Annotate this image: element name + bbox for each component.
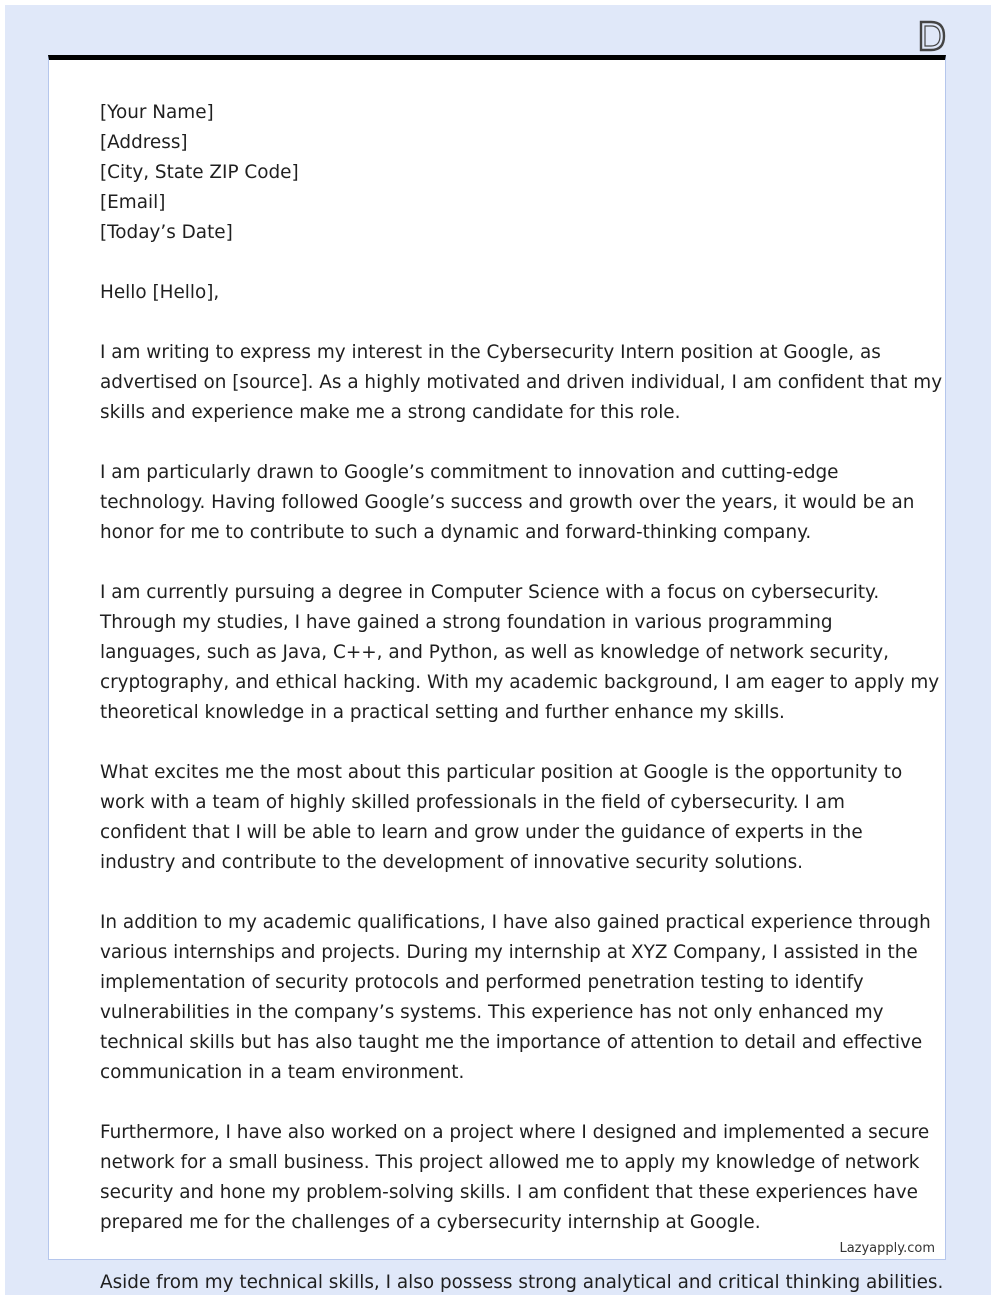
greeting: Hello [Hello],	[100, 282, 220, 303]
paragraph-6	[100, 1118, 930, 1238]
paragraph-line: I am currently pursuing a degree in Computer Science with a focus on cybersecurity.	[100, 582, 880, 603]
sender-address: [Address]	[100, 132, 188, 153]
paragraph-line: theoretical knowledge in a practical setting and further enhance my skills.	[100, 702, 785, 723]
paragraph-line: languages, such as Java, C++, and Python, as well as knowledge of network security,	[100, 642, 889, 663]
paragraph-line: What excites me the most about this particular position at Google is the opportunity to	[100, 762, 903, 783]
paragraph-line: I am particularly drawn to Google’s commitment to innovation and cutting-edge	[100, 462, 839, 483]
cover-letter-body	[100, 98, 944, 1298]
paragraph-line: communication in a team environment.	[100, 1062, 465, 1083]
sender-email: [Email]	[100, 192, 166, 213]
paragraph-line: cryptography, and ethical hacking. With my academic background, I am eager to apply my	[100, 672, 940, 693]
paragraph-4	[100, 758, 903, 878]
sender-city: [City, State ZIP Code]	[100, 162, 299, 183]
paragraph-2	[100, 458, 915, 548]
paragraph-line: Through my studies, I have gained a strong foundation in various programming	[100, 612, 833, 633]
letter-date: [Today’s Date]	[100, 222, 233, 243]
paragraph-line: advertised on [source]. As a highly motivated and driven individual, I am confident that my	[100, 372, 943, 393]
brand-logo-icon	[917, 16, 947, 56]
paragraph-line: vulnerabilities in the company’s systems. This experience has not only enhanced my	[100, 1002, 884, 1023]
paragraph-7	[100, 1268, 944, 1298]
paragraph-line: technical skills but has also taught me the importance of attention to detail and effective	[100, 1032, 923, 1053]
watermark-text: Lazyapply.com	[839, 1241, 935, 1256]
sender-block	[100, 98, 900, 248]
paragraph-1	[100, 338, 943, 428]
paragraph-line: Furthermore, I have also worked on a project where I designed and implemented a secure	[100, 1122, 930, 1143]
paragraph-3	[100, 578, 940, 728]
sender-name: [Your Name]	[100, 102, 214, 123]
paragraph-line: security and hone my problem-solving skills. I am confident that these experiences have	[100, 1182, 918, 1203]
paragraph-line: I am writing to express my interest in the Cybersecurity Intern position at Google, as	[100, 342, 881, 363]
paragraph-line: prepared me for the challenges of a cybersecurity internship at Google.	[100, 1212, 761, 1233]
paragraph-line: implementation of security protocols and performed penetration testing to identify	[100, 972, 864, 993]
paragraph-line: work with a team of highly skilled professionals in the field of cybersecurity. I am	[100, 792, 845, 813]
paragraph-line: honor for me to contribute to such a dynamic and forward-thinking company.	[100, 522, 812, 543]
paragraph-line: skills and experience make me a strong candidate for this role.	[100, 402, 681, 423]
paragraph-line: network for a small business. This project allowed me to apply my knowledge of network	[100, 1152, 920, 1173]
paragraph-line: confident that I will be able to learn and grow under the guidance of experts in the	[100, 822, 863, 843]
paragraph-line: various internships and projects. During my internship at XYZ Company, I assisted in the	[100, 942, 918, 963]
paragraph-5	[100, 908, 931, 1088]
paragraph-line: In addition to my academic qualifications, I have also gained practical experience through	[100, 912, 931, 933]
paragraph-line: industry and contribute to the development of innovative security solutions.	[100, 852, 804, 873]
paragraph-line: technology. Having followed Google’s success and growth over the years, it would be an	[100, 492, 915, 513]
paragraph-line: Aside from my technical skills, I also possess strong analytical and critical thinking abilities.	[100, 1272, 944, 1293]
